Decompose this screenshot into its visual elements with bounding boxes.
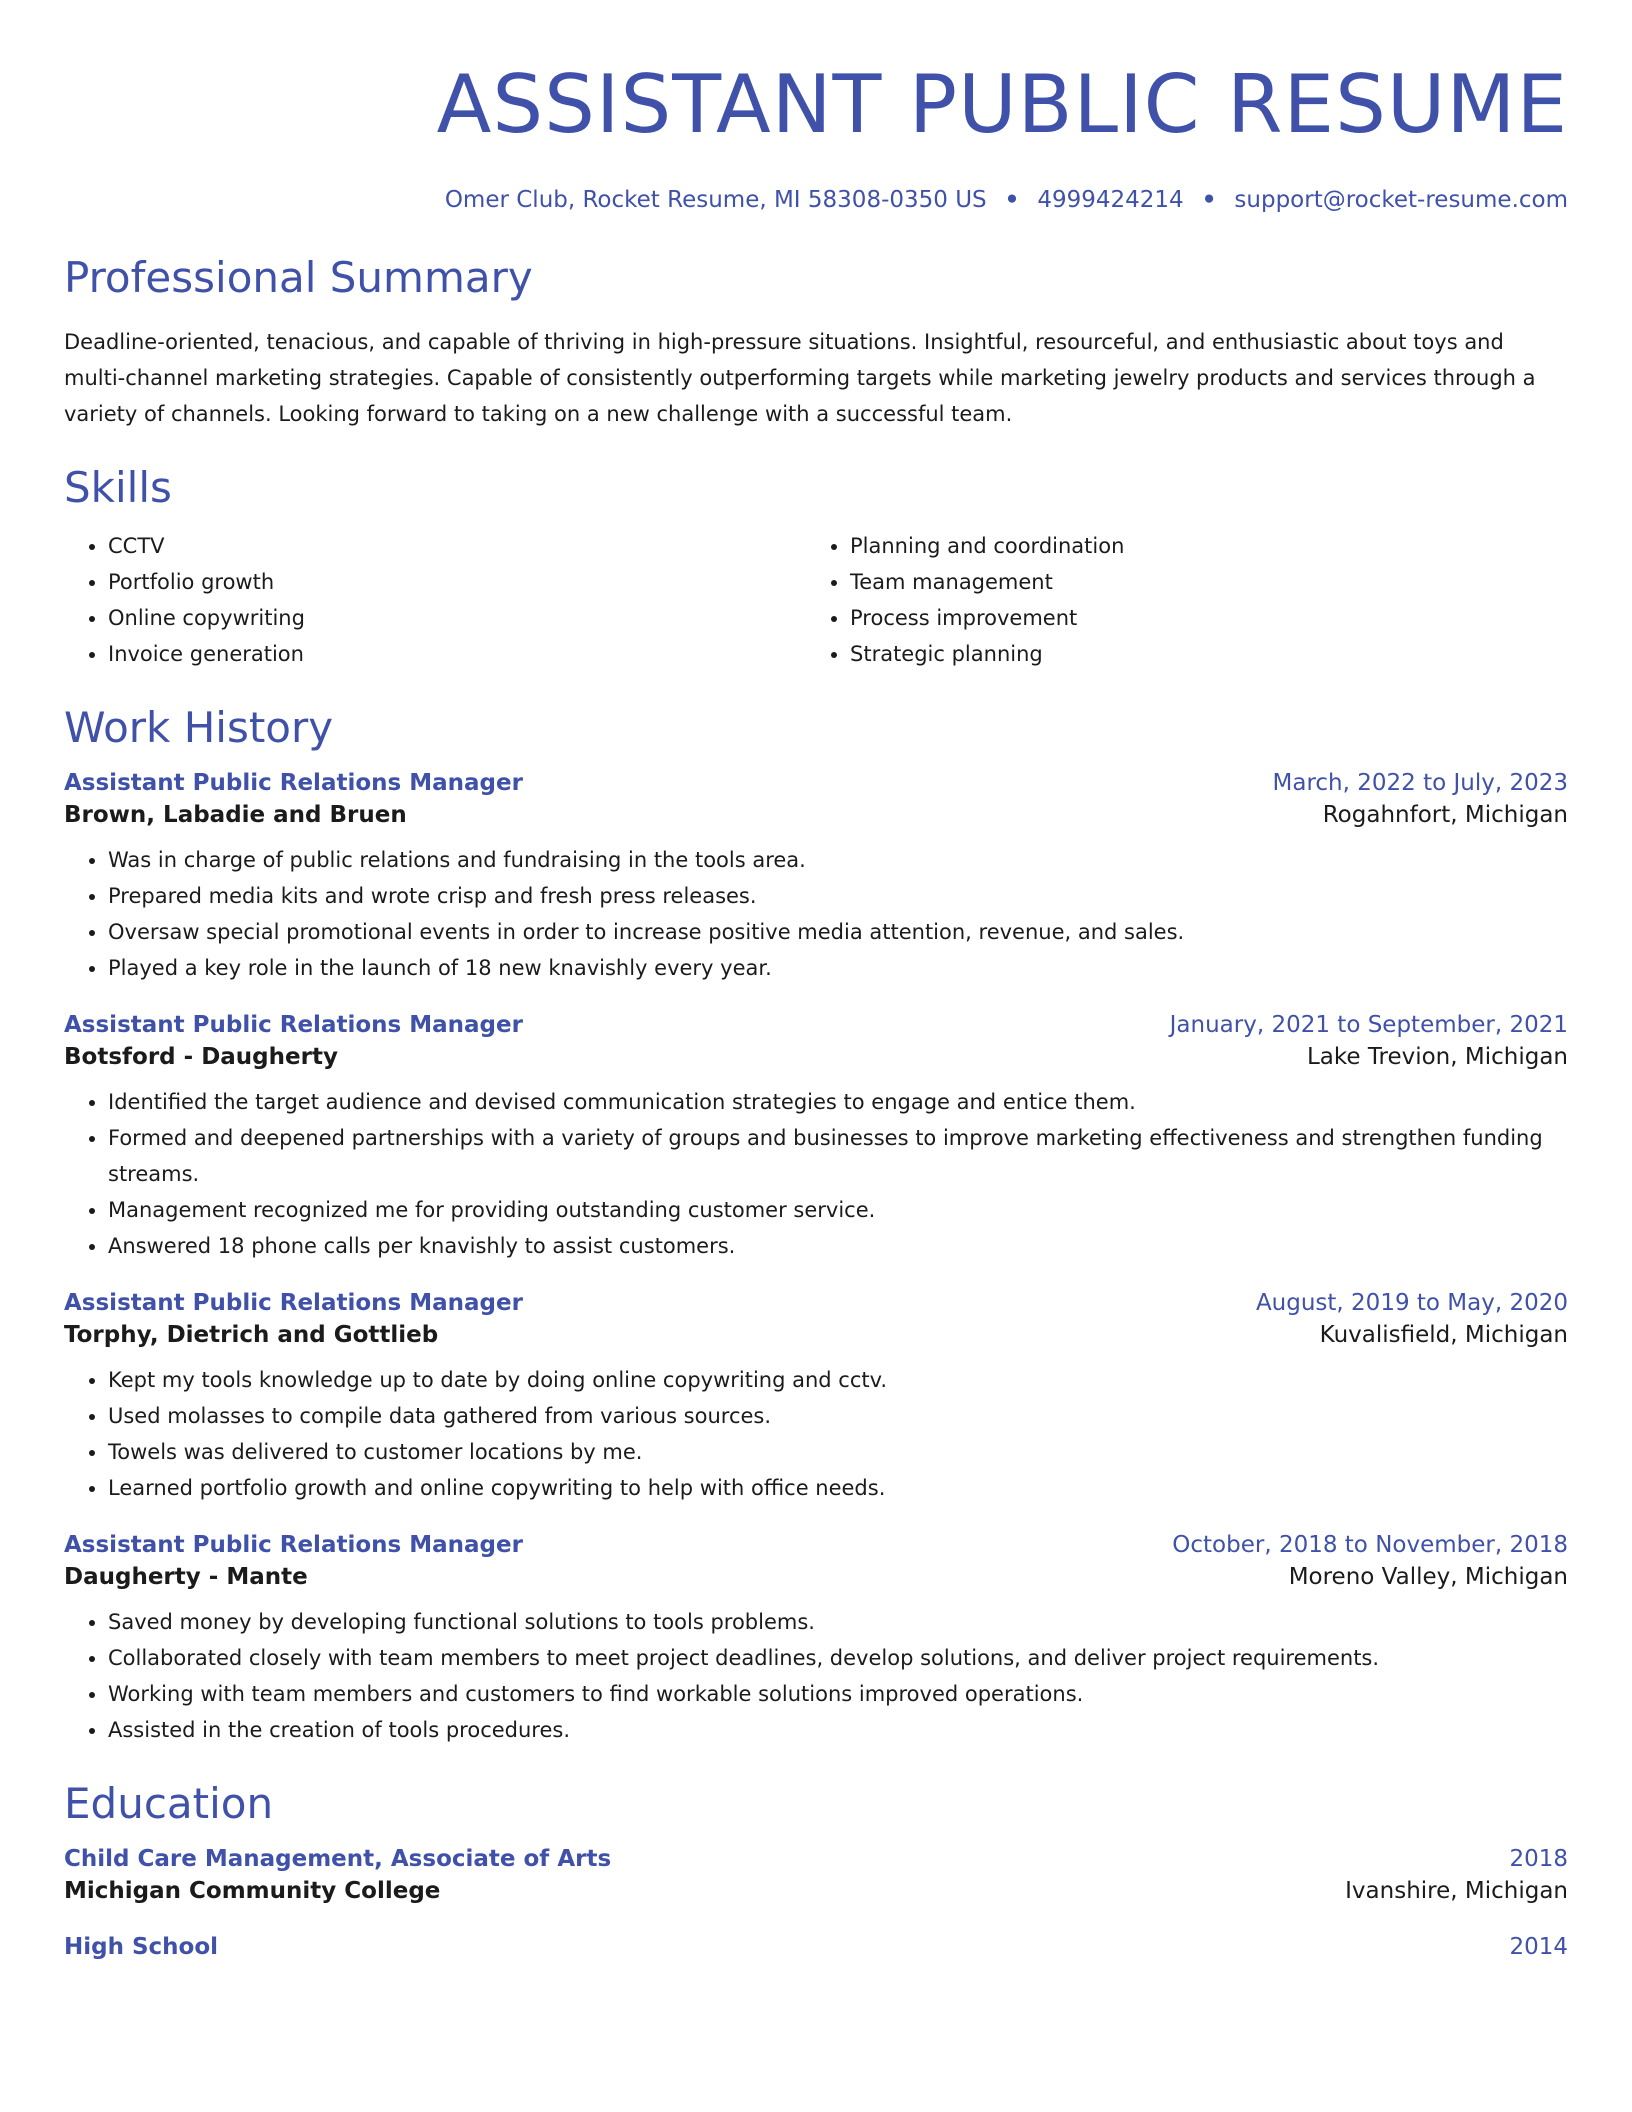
separator-dot: • (1201, 187, 1217, 213)
skills-column-left (64, 528, 806, 672)
education-degree: Child Care Management, Associate of Arts (64, 1846, 612, 1872)
education-school: Michigan Community College (64, 1878, 441, 1904)
skills-heading: Skills (64, 463, 172, 512)
job-location: Moreno Valley, Michigan (1288, 1564, 1568, 1590)
job-location: Rogahnfort, Michigan (1322, 802, 1568, 828)
skill-item: • CCTV (108, 528, 806, 564)
job-entry (64, 1012, 1568, 1264)
skills-list (64, 528, 1568, 672)
job-entry (64, 1290, 1568, 1506)
job-bullet: • Was in charge of public relations and fundraising in the tools area. (108, 842, 1568, 878)
education-subheader (64, 1878, 1568, 1904)
job-title: Assistant Public Relations Manager (64, 1012, 523, 1038)
skill-item: • Process improvement (850, 600, 1548, 636)
job-dates: August, 2019 to May, 2020 (1255, 1290, 1568, 1316)
job-title: Assistant Public Relations Manager (64, 770, 523, 796)
job-company: Brown, Labadie and Bruen (64, 802, 407, 828)
education-year: 2018 (1509, 1846, 1568, 1872)
job-bullet: • Towels was delivered to customer locations by me. (108, 1434, 1568, 1470)
work-history-heading: Work History (64, 703, 334, 752)
contact-line (64, 184, 1568, 216)
skill-item: • Planning and coordination (850, 528, 1548, 564)
job-subheader (64, 802, 1568, 828)
job-bullet: • Answered 18 phone calls per knavishly to assist customers. (108, 1228, 1568, 1264)
job-bullet: • Saved money by developing functional solutions to tools problems. (108, 1604, 1568, 1640)
job-subheader (64, 1322, 1568, 1348)
job-bullets (64, 842, 1568, 986)
contact-address: Omer Club, Rocket Resume, MI 58308-0350 US (444, 187, 987, 213)
job-bullet: • Kept my tools knowledge up to date by doing online copywriting and cctv. (108, 1362, 1568, 1398)
job-location: Kuvalisfield, Michigan (1319, 1322, 1568, 1348)
education-year: 2014 (1509, 1934, 1568, 1960)
job-header (64, 1012, 1568, 1038)
job-company: Botsford - Daugherty (64, 1044, 338, 1070)
education-entry (64, 1846, 1568, 1904)
job-entry (64, 770, 1568, 986)
resume-title: ASSISTANT PUBLIC RESUME (436, 58, 1568, 151)
job-bullet: • Learned portfolio growth and online copywriting to help with office needs. (108, 1470, 1568, 1506)
education-degree: High School (64, 1934, 219, 1960)
job-dates: October, 2018 to November, 2018 (1172, 1532, 1568, 1558)
job-bullets (64, 1604, 1568, 1748)
job-header (64, 770, 1568, 796)
job-bullet: • Assisted in the creation of tools procedures. (108, 1712, 1568, 1748)
skills-column-right (806, 528, 1548, 672)
education-entry (64, 1934, 1568, 1960)
summary-heading: Professional Summary (64, 253, 533, 302)
job-entry (64, 1532, 1568, 1748)
job-dates: January, 2021 to September, 2021 (1169, 1012, 1568, 1038)
job-subheader (64, 1564, 1568, 1590)
education-header (64, 1934, 1568, 1960)
job-location: Lake Trevion, Michigan (1306, 1044, 1568, 1070)
job-bullet: • Working with team members and customers to find workable solutions improved operations. (108, 1676, 1568, 1712)
job-bullet: • Identified the target audience and devised communication strategies to engage and entice them. (108, 1084, 1568, 1120)
job-bullet: • Prepared media kits and wrote crisp and fresh press releases. (108, 878, 1568, 914)
contact-phone: 4999424214 (1037, 187, 1184, 213)
skill-item: • Strategic planning (850, 636, 1548, 672)
job-bullet: • Oversaw special promotional events in order to increase positive media attention, revenue, and sales. (108, 914, 1568, 950)
job-dates: March, 2022 to July, 2023 (1272, 770, 1568, 796)
education-heading: Education (64, 1779, 274, 1828)
separator-dot: • (1004, 187, 1020, 213)
job-bullet: • Management recognized me for providing outstanding customer service. (108, 1192, 1568, 1228)
job-header (64, 1290, 1568, 1316)
job-company: Torphy, Dietrich and Gottlieb (64, 1322, 439, 1348)
contact-email: support@rocket-resume.com (1234, 187, 1568, 213)
job-company: Daugherty - Mante (64, 1564, 308, 1590)
skill-item: • Online copywriting (108, 600, 806, 636)
summary-text: Deadline-oriented, tenacious, and capable of thriving in high-pressure situations. Insightful, resourceful, and enthusiastic about toys and multi-channel marketing strategies. Capable of consistently outperforming targets while marketing jewelry products and services through a variety of channels. Looking forward to taking on a new challenge with a successful team. (64, 330, 1536, 426)
job-bullets (64, 1362, 1568, 1506)
education-location: Ivanshire, Michigan (1345, 1878, 1568, 1904)
job-header (64, 1532, 1568, 1558)
skill-item: • Portfolio growth (108, 564, 806, 600)
job-title: Assistant Public Relations Manager (64, 1290, 523, 1316)
job-bullet: • Collaborated closely with team members to meet project deadlines, develop solutions, and deliver project requirements. (108, 1640, 1568, 1676)
job-bullet: • Formed and deepened partnerships with a variety of groups and businesses to improve marketing effectiveness and strengthen funding streams. (108, 1120, 1568, 1192)
education-header (64, 1846, 1568, 1872)
skill-item: • Team management (850, 564, 1548, 600)
job-bullet: • Played a key role in the launch of 18 new knavishly every year. (108, 950, 1568, 986)
job-title: Assistant Public Relations Manager (64, 1532, 523, 1558)
job-bullets (64, 1084, 1568, 1264)
skill-item: • Invoice generation (108, 636, 806, 672)
job-bullet: • Used molasses to compile data gathered from various sources. (108, 1398, 1568, 1434)
job-subheader (64, 1044, 1568, 1070)
